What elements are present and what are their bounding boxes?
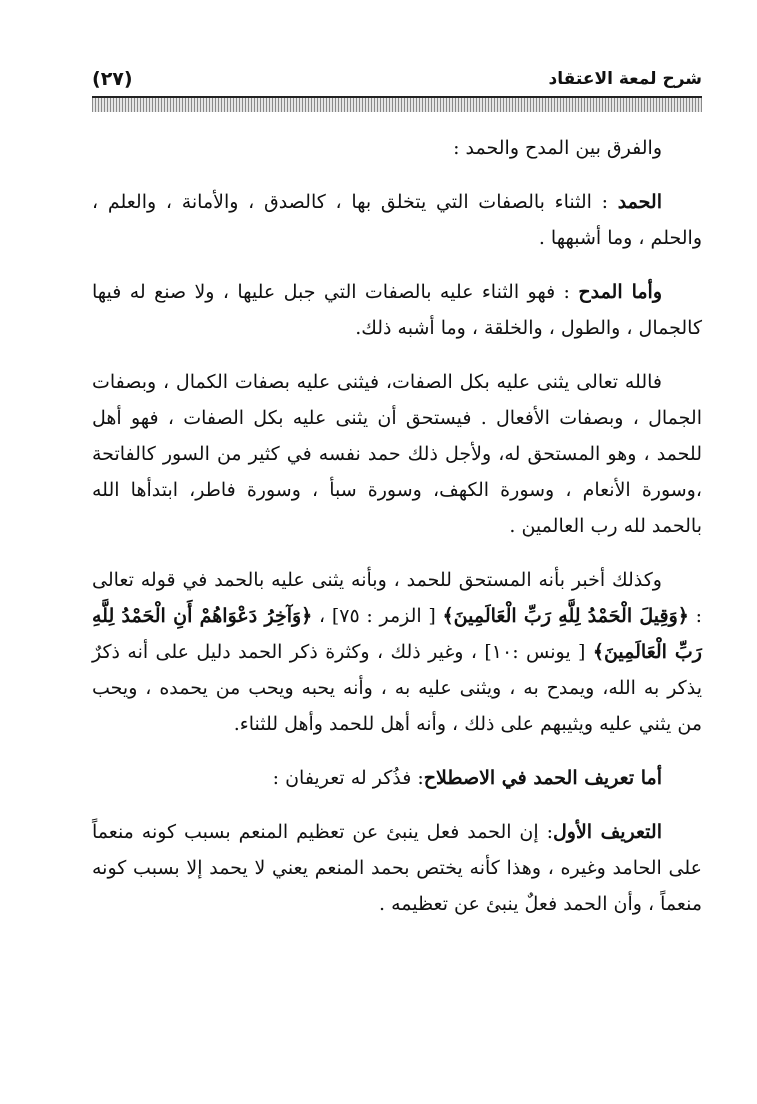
paragraph-madh — [92, 274, 702, 346]
page-body — [92, 130, 702, 940]
page-number: (٢٧) — [92, 68, 133, 90]
paragraph-hamd — [92, 184, 702, 256]
paragraph-text: : إن الحمد فعل ينبئ عن تعظيم المنعم بسبب كونه منعماً على الحامد وغيره ، وهذا كأنه يختص بحمد المنعم يعني لا يحمد إلا بسبب كونه منعماً ، وأن الحمد فعلٌ ينبئ عن تعظيمه . — [92, 821, 702, 915]
paragraph-text: وكذلك أخبر بأنه المستحق للحمد ، وبأنه يثنى عليه بالحمد في قوله تعالى : — [92, 569, 702, 627]
paragraph-text: فالله تعالى يثنى عليه بكل الصفات، فيثنى عليه بصفات الكمال ، وبصفات الجمال ، وبصفات الأفعال . فيستحق أن يثنى عليه بكل الصفات ، فهو أهل للحمد ، وهو المستحق له، ولأجل ذلك حمد نفسه في كثير من السور كالفاتحة ،وسورة الأنعام ، وسورة الكهف، وسورة سبأ ، وسورة فاطر، ابتدأها الله بالحمد لله رب العالمين . — [92, 371, 702, 537]
quran-verse: ﴿وَآخِرُ دَعْوَاهُمْ أَنِ الْحَمْدُ لِلَّهِ رَبِّ الْعَالَمِينَ﴾ — [92, 605, 702, 663]
term-definition: أما تعريف الحمد في الاصطلاح — [423, 767, 662, 789]
paragraph-text: : فهو الثناء عليه بالصفات التي جبل عليها ، ولا صنع له فيها كالجمال ، والطول ، والخلقة ، وما أشبه ذلك. — [92, 281, 702, 339]
paragraph-text: : فذُكر له تعريفان : — [272, 767, 424, 789]
paragraph-difference — [92, 130, 702, 166]
term-first-definition: التعريف الأول — [552, 821, 662, 843]
paragraph-first-definition — [92, 814, 702, 922]
paragraph-text: والفرق بين المدح والحمد : — [453, 137, 662, 159]
paragraph-text: : الثناء بالصفات التي يتخلق بها ، كالصدق ، والأمانة ، والعلم ، والحلم ، وما أشبهها . — [92, 191, 702, 249]
term-hamd: الحمد — [617, 191, 662, 213]
verse-reference: [ الزمر : ٧٥] ، — [312, 605, 443, 627]
paragraph-attributes — [92, 364, 702, 544]
page-header — [92, 62, 702, 96]
paragraph-quran-citations — [92, 562, 702, 742]
header-rule — [92, 96, 702, 112]
quran-verse: ﴿وَقِيلَ الْحَمْدُ لِلَّهِ رَبِّ الْعَالَمِينَ﴾ — [442, 605, 689, 627]
paragraph-definition-heading — [92, 760, 702, 796]
running-title: شرح لمعة الاعتقاد — [548, 69, 702, 89]
verse-reference: [ يونس :١٠] ، وغير ذلك ، وكثرة ذكر الحمد دليل على أنه ذكرٌ يذكر به الله، ويمدح به ، ويثنى عليه به ، وأنه يحبه ويحب من يحمده ، ويحب من يثني عليه ويثيبهم على ذلك ، وأنه أهل للحمد وأهل للثناء. — [92, 641, 702, 735]
term-madh: وأما المدح — [578, 281, 662, 303]
